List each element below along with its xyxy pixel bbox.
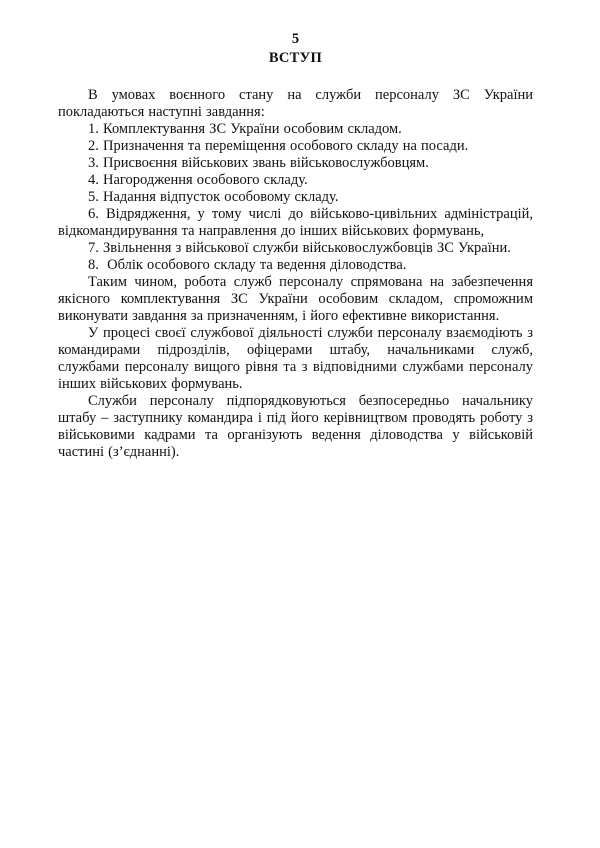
task-item-4: 4. Нагородження особового складу. (88, 172, 308, 188)
task-item-3: 3. Присвоєння військових звань військовослужбовцям. (88, 155, 429, 171)
task-item-6: 6. Відрядження, у тому числі до військово-цивільних адміністрацій, відкомандирування та направлення до інших військових формувань, (58, 206, 538, 239)
task-item-8: 8. Облік особового складу та ведення діловодства. (88, 257, 407, 273)
page-title: ВСТУП (268, 50, 323, 66)
document-body (58, 87, 538, 461)
task-item-1: 1. Комплектування ЗС України особовим складом. (88, 121, 402, 137)
page-number: 5 (291, 31, 300, 47)
task-item-2: 2. Призначення та переміщення особового складу на посади. (88, 138, 469, 154)
summary-paragraph-2: У процесі своєї службової діяльності служби персоналу взаємодіють з командирами підрозділів, офіцерами штабу, начальниками служб, службами персоналу вищого рівня та з відповідними службами персоналу інших військових формувань. (58, 325, 538, 392)
task-item-7: 7. Звільнення з військової служби військовослужбовців ЗС України. (88, 240, 511, 256)
summary-paragraph-3: Служби персоналу підпорядковуються безпосередньо начальнику штабу – заступнику командира і під його керівництвом проводять роботу з військовими кадрами та організують ведення діловодства у військовій частині (з’єднанні). (58, 393, 538, 460)
intro-paragraph: В умовах воєнного стану на служби персоналу ЗС України покладаються наступні завдання: (58, 87, 538, 120)
task-item-5: 5. Надання відпусток особовому складу. (88, 189, 339, 205)
summary-paragraph-1: Таким чином, робота служб персоналу спрямована на забезпечення якісного комплектування ЗС України особовим складом, спроможним виконувати завдання за призначенням, і його ефективне використання. (58, 274, 538, 324)
